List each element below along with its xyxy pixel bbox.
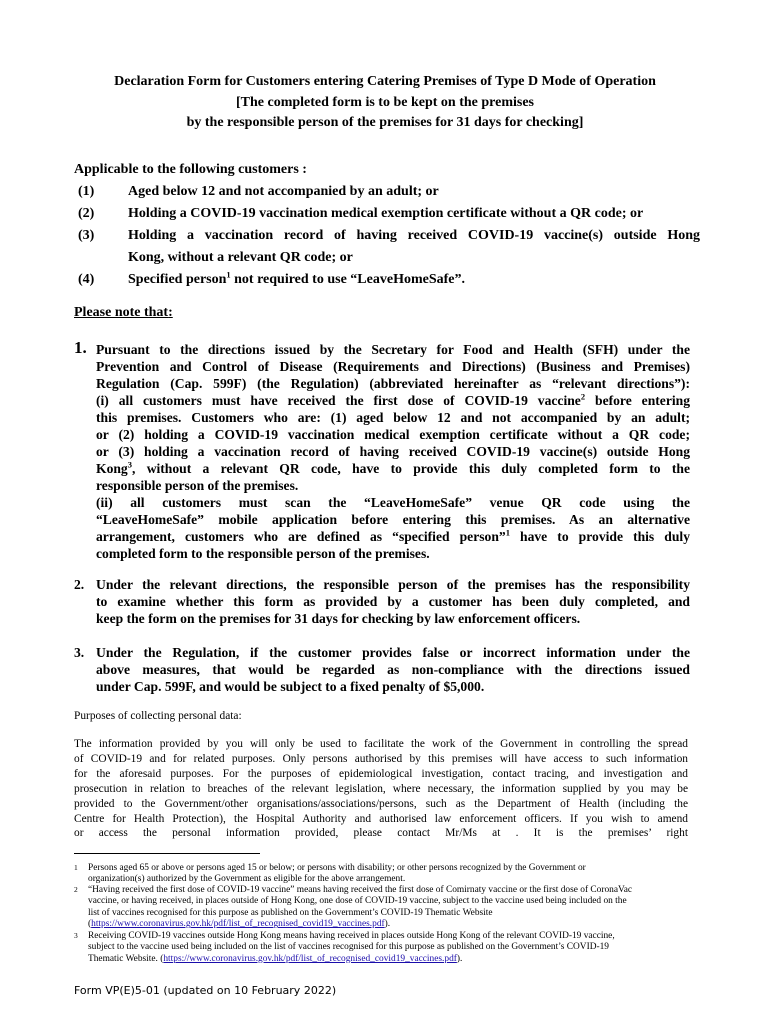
footnote-2: 2 “Having received the first dose of COVID-19 vaccine” means having received the first dose of Comirnaty vaccine or the first dose of CoronaVac vaccine, or having received, in places outside of Hong Kong, one dose of COVID-19 vaccine, subject to the vaccine used being included on the list of vaccines recognised for this purpose as published on the Government’s COVID-19 Thematic Website (https://www.coronavirus.gov.hk/pdf/list_of_recognised_covid19_vaccines.pdf). xyxy=(74,885,633,930)
vaccine-list-link[interactable]: https://www.coronavirus.gov.hk/pdf/list_of_recognised_covid19_vaccines.pdf xyxy=(91,919,385,930)
title-line-2: [The completed form is to be kept on the premises xyxy=(236,94,534,110)
title-line-1: Declaration Form for Customers entering Catering Premises of Type D Mode of Operation xyxy=(114,74,656,89)
applicable-heading: Applicable to the following customers : xyxy=(74,162,307,177)
form-title xyxy=(74,72,696,134)
item-text: Kong, without a relevant QR code; or xyxy=(128,250,353,265)
note-body: Under the Regulation, if the customer provides false or incorrect information under the above measures, that would be regarded as non-compliance with the directions issued under Cap. 599F, and would be subject to a fixed penalty of $5,000. xyxy=(96,645,690,694)
applicable-item-4 xyxy=(74,269,700,291)
footnote-3: 3 Receiving COVID-19 vaccines outside Hong Kong means having received in places outside Hong Kong of the relevant COVID-19 vaccine, subject to the vaccine used being included on the list of vaccines recognised for this purpose as published on the Government’s COVID-19 Thematic Website. (https://www.coronavirus.gov.hk/pdf/list_of_recognised_covid19_vaccines.pdf). xyxy=(74,931,615,964)
item-text: Holding a vaccination record of having received COVID-19 vaccine(s) outside Hong xyxy=(128,228,700,243)
footnote-mark: 1 xyxy=(74,863,78,872)
footnote-ref: 1 xyxy=(226,269,231,280)
title-line-3: by the responsible person of the premises for 31 days for checking] xyxy=(186,115,584,130)
item-number: (4) xyxy=(78,272,95,287)
note-number: 2. xyxy=(74,577,85,592)
please-note-heading: Please note that: xyxy=(74,305,173,320)
note-number: 3. xyxy=(74,645,85,660)
note-body: Under the relevant directions, the responsible person of the premises has the responsibility to examine whether this form as provided by a customer has been duly completed, and keep the form on the premises for 31 days for checking by law enforcement officers. xyxy=(96,577,690,626)
footnote-1: 1 Persons aged 65 or above or persons aged 15 or below; or persons with disability; or other persons recognized by the Government or organization(s) authorized by the Government as eligible for the above arrangement. xyxy=(74,863,586,885)
footnote-divider xyxy=(74,853,260,854)
item-number: (1) xyxy=(78,184,95,199)
applicable-item-3-cont xyxy=(74,247,700,269)
item-text: Holding a COVID-19 vaccination medical exemption certificate without a QR code; or xyxy=(128,206,644,221)
applicable-item-3 xyxy=(74,225,700,247)
note-number: 1. xyxy=(74,338,87,357)
footnote-mark: 2 xyxy=(74,885,78,894)
form-version-footer: Form VP(E)5-01 (updated on 10 February 2022) xyxy=(74,984,337,997)
item-text: Aged below 12 and not accompanied by an adult; or xyxy=(128,184,439,199)
note-3 xyxy=(74,644,690,695)
note-1 xyxy=(74,338,690,562)
applicable-item-1 xyxy=(74,181,700,203)
applicable-list xyxy=(74,181,700,291)
note-body: Pursuant to the directions issued by the Secretary for Food and Health (SFH) under the Prevention and Control of Disease (Requirements and Directions) (Business and Premises) Regulation (Cap. 599F) (the Regulation) (abbreviated hereinafter as “relevant directions”): (i) all customers must have received the first dose of COVID-19 vaccine$^2$ before entering this premises. Customers who are: (1) aged below 12 and not accompanied by an adult; or (2) holding a COVID-19 vaccination medical exemption certificate without a QR code; or (3) holding a vaccination record of having received COVID-19 vaccine(s) outside Hong Kong$^3$, without a relevant QR code, have to provide this duly completed form to the responsible person of the premises. (ii) all customers must scan the “LeaveHomeSafe” venue QR code using the “LeaveHomeSafe” mobile application before entering this premises. As an alternative arrangement, customers who are defined as “specified person”$^1$ have to provide this duly completed form to the responsible person of the premises. xyxy=(96,342,690,561)
footnote-mark: 3 xyxy=(74,931,78,940)
purposes-heading: Purposes of collecting personal data: xyxy=(74,710,242,722)
item-number: (3) xyxy=(78,228,95,243)
applicable-item-2 xyxy=(74,203,700,225)
note-2 xyxy=(74,576,690,627)
item-number: (2) xyxy=(78,206,95,221)
vaccine-list-link[interactable]: https://www.coronavirus.gov.hk/pdf/list_of_recognised_covid19_vaccines.pdf xyxy=(163,953,457,964)
personal-data-paragraph: The information provided by you will only be used to facilitate the work of the Government in controlling the spread of COVID-19 and for related purposes. Only persons authorised by this premises will have access to such information for the aforesaid purposes. For the purposes of epidemiological investigation, contact tracing, and investigation and prosecution in relation to breaches of the relevant legislation, where necessary, the information supplied by you may be provided to the Government/other organisations/associations/persons, such as the Department of Health (including the Centre for Health Protection), the Hospital Authority and authorised law enforcement officers. If you wish to amend or access the personal information provided, please contact Mr/Ms at . It is the premises’ right xyxy=(74,738,688,840)
item-text: Specified person$^1$ not required to use “LeaveHomeSafe”. xyxy=(128,269,465,287)
